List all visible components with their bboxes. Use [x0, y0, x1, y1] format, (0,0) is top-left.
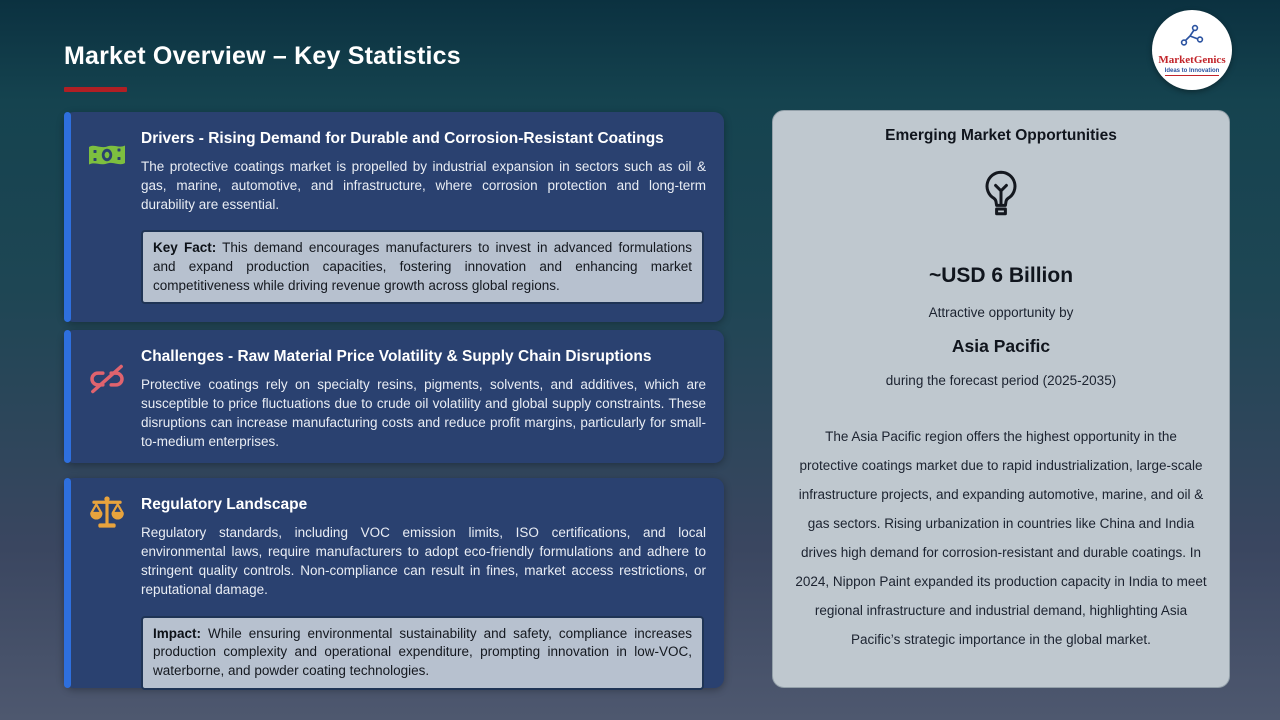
key-fact-text: This demand encourages manufacturers to invest in advanced formulations and expand production capacities, fostering innovation and enhancing market competitiveness while driving revenue growth across global regions. [153, 240, 692, 293]
opportunity-region: Asia Pacific [951, 336, 1051, 356]
card-title: Regulatory Landscape [141, 496, 308, 513]
opportunity-description: The Asia Pacific region offers the highest opportunity in the protective coatings market due to rapid industrialization, large-scale infrastructure projects, and expanding automotive, marine, and oil & gas sectors. Rising urbanization in countries like China and India drives high demand for corrosion-resistant and durable coatings. In 2024, Nippon Paint expanded its production capacity in India to meet regional infrastructure and industrial demand, highlighting Asia Pacific’s strategic importance in the global market. [795, 429, 1207, 648]
card-body: Regulatory standards, including VOC emission limits, ISO certifications, and local environmental laws, require manufacturers to adopt eco-friendly formulations and adhere to stringent quality controls. Non-compliance can result in fines, market access restrictions, or reputational damage. [141, 525, 706, 598]
opportunity-subtitle: Attractive opportunity by [928, 305, 1074, 320]
company-logo [1152, 10, 1232, 90]
card-regulatory [64, 478, 724, 688]
key-fact-box [141, 230, 704, 304]
logo-tagline: Ideas to Innovation [1164, 68, 1220, 74]
lightbulb-icon [795, 167, 1207, 224]
logo-name: MarketGenics [1158, 54, 1226, 66]
key-fact-label: Key Fact: [153, 240, 217, 256]
impact-text: While ensuring environmental sustainability and safety, compliance increases production complexity and operational expenditure, prompting innovation in low-VOC, waterborne, and powder coating technologies. [153, 625, 692, 678]
broken-link-icon [86, 358, 128, 400]
opportunity-panel [772, 110, 1230, 688]
card-body: Protective coatings rely on specialty resins, pigments, solvents, and additives, which are susceptible to price fluctuations due to crude oil volatility and global supply constraints. These disruptions can increase manufacturing costs and reduce profit margins, particularly for small-to-medium enterprises. [141, 377, 706, 450]
card-challenges [64, 330, 724, 463]
title-underline [64, 87, 127, 92]
money-bill-icon [86, 134, 128, 176]
card-drivers [64, 112, 724, 322]
card-body: The protective coatings market is propelled by industrial expansion in sectors such as oil & gas, marine, automotive, and infrastructure, where corrosion protection and long-term durability are essential. [141, 159, 706, 213]
opportunity-period: during the forecast period (2025-2035) [885, 373, 1117, 388]
card-title: Challenges - Raw Material Price Volatility & Supply Chain Disruptions [141, 348, 652, 365]
card-title: Drivers - Rising Demand for Durable and Corrosion-Resistant Coatings [141, 130, 664, 147]
page-title: Market Overview – Key Statistics [64, 42, 461, 70]
molecule-network-icon [1179, 24, 1205, 53]
impact-label: Impact: [153, 625, 202, 641]
panel-title: Emerging Market Opportunities [885, 127, 1117, 144]
impact-box [141, 616, 704, 690]
balance-scale-icon [86, 492, 128, 534]
opportunity-value: ~USD 6 Billion [928, 264, 1074, 287]
